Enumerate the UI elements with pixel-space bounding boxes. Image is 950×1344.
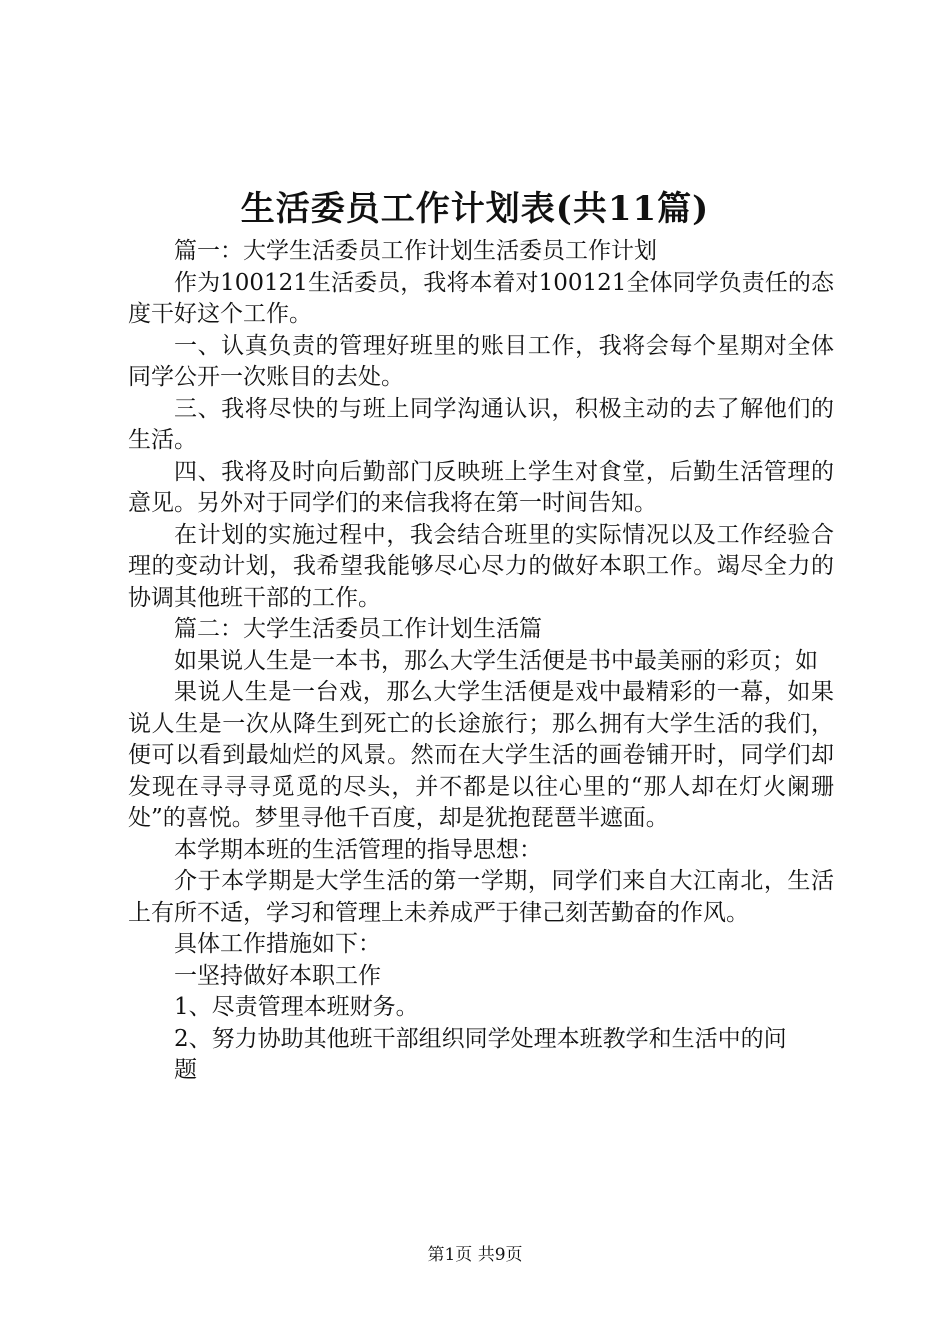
paragraph: 介于本学期是大学生活的第一学期，同学们来自大江南北，生活上有所不适，学习和管理上未养成严于律己刻苦勤奋的作风。 [128, 868, 834, 926]
document-title: 生活委员工作计划表(共11篇) [240, 189, 710, 229]
paragraph: 具体工作措施如下： [174, 931, 381, 957]
paragraph: 三、我将尽快的与班上同学沟通认识，积极主动的去了解他们的生活。 [128, 395, 834, 453]
paragraph: 四、我将及时向后勤部门反映班上学生对食堂，后勤生活管理的意见。另外对于同学们的来信我将在第一时间告知。 [128, 458, 834, 516]
paragraph: 果说人生是一台戏，那么大学生活便是戏中最精彩的一幕，如果说人生是一次从降生到死亡的长途旅行；那么拥有大学生活的我们，便可以看到最灿烂的风景。然而在大学生活的画卷铺开时，同学们却发现在寻寻寻觅觅的尽头，并不都是以往心里的“那人却在灯火阑珊处”的喜悦。梦里寻他千百度，却是犹抱琵琶半遮面。 [128, 679, 834, 831]
paragraph: 题 [174, 1057, 197, 1083]
paragraph: 在计划的实施过程中，我会结合班里的实际情况以及工作经验合理的变动计划，我希望我能够尽心尽力的做好本职工作。竭尽全力的协调其他班干部的工作。 [128, 521, 834, 611]
paragraph: 一坚持做好本职工作 [174, 962, 381, 989]
page-footer: 第1页 共9页 [427, 1245, 523, 1265]
document-body [128, 236, 834, 1087]
paragraph: 1、尽责管理本班财务。 [174, 994, 419, 1020]
paragraph: 篇一：大学生活委员工作计划生活委员工作计划 [174, 238, 657, 264]
paragraph: 作为100121生活委员，我将本着对100121全体同学负责任的态度干好这个工作。 [128, 269, 834, 327]
paragraph: 篇二：大学生活委员工作计划生活篇 [174, 616, 542, 642]
paragraph: 本学期本班的生活管理的指导思想： [174, 836, 542, 863]
paragraph: 2、努力协助其他班干部组织同学处理本班教学和生活中的问 [174, 1025, 787, 1052]
paragraph: 如果说人生是一本书，那么大学生活便是书中最美丽的彩页；如 [174, 647, 818, 674]
paragraph: 一、认真负责的管理好班里的账目工作，我将会每个星期对全体同学公开一次账目的去处。 [128, 332, 834, 390]
